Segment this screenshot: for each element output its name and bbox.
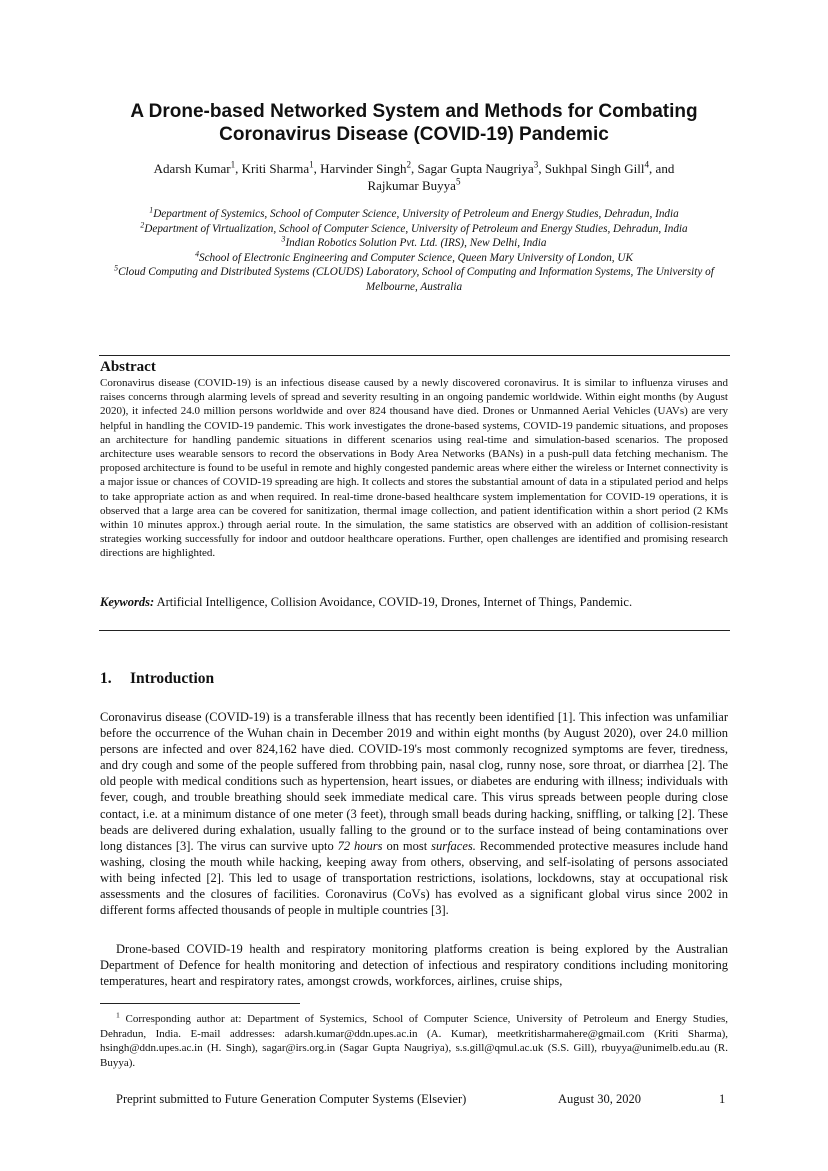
section-heading (100, 669, 214, 688)
abstract-heading: Abstract (100, 359, 156, 375)
affiliation: $^5$Cloud Computing and Distributed Systems (CLOUDS) Laboratory, School of Computing and Information Systems, The University of Melbourne, Australia (114, 263, 714, 293)
paragraph: Drone-based COVID-19 health and respiratory monitoring platforms creation is being explored by the Australian Department of Defence for health monitoring and detection of infectious and respiratory conditions including monitoring temperatures, heart and respiratory rates, amongst crowds, workforces, airlines, cruise ships, (100, 942, 728, 989)
keywords-label: Keywords: (100, 595, 155, 609)
abstract-bottom-rule (99, 630, 730, 631)
author: Sukhpal Singh Gill$^4$, and (544, 159, 675, 176)
affiliation-list (100, 207, 728, 295)
section-title: Introduction (130, 670, 215, 687)
footnote-text: Corresponding author at: Department of Systemics, School of Computer Science, University of Petroleum and Energy Studies, Dehradun, India. E-mail addresses: adarsh.kumar@ddn.upes.ac.in (A. Kumar), meetkritisharmahere@gmail.com (Kriti Sharma), hsingh@ddn.upes.ac.in (H. Singh), sagar@irs.org.in (Sagar Gupta Naugriya), s.s.gill@qmul.ac.uk (S.S. Gill), rbuyya@unimelb.edu.au (R. Buyya). (100, 1013, 728, 1069)
affiliation: $^2$Department of Virtualization, School of Computer Science, University of Petroleum and Energy Studies, Dehradun, India (140, 219, 688, 235)
author: Kriti Sharma$^1$, (241, 159, 321, 176)
section-number: 1. (100, 670, 112, 687)
page-number: 1 (719, 1092, 726, 1106)
author: Adarsh Kumar$^1$, (153, 159, 242, 176)
author: Sagar Gupta Naugriya$^3$, (417, 159, 545, 176)
keywords-text: Artificial Intelligence, Collision Avoidance, COVID-19, Drones, Internet of Things, Pandemic. (154, 595, 633, 609)
author-list (100, 160, 728, 194)
author: Harvinder Singh$^2$, (320, 159, 418, 176)
affiliation: $^1$Department of Systemics, School of Computer Science, University of Petroleum and Energy Studies, Dehradun, India (149, 205, 679, 220)
author: Rajkumar Buyya$^5$ (367, 176, 461, 193)
abstract-top-rule (99, 355, 730, 356)
abstract-text: Coronavirus disease (COVID-19) is an infectious disease caused by a newly discovered coronavirus. It is similar to influenza viruses and raises concerns through alarming levels of spread and severity resulting in an ongoing pandemic worldwide. Within eight months (by August 2020), it infected 24.0 million persons worldwide and over 824 thousand have died. Drones or Unmanned Aerial Vehicles (UAVs) are very helpful in handling the COVID-19 pandemic. This work investigates the drone-based systems, COVID-19 pandemic situations, and proposes an architecture for handling pandemic situations in different scenarios using real-time and simulation-based scenarios. The proposed architecture uses wearable sensors to record the observations in Body Area Networks (BANs) in a push-pull data fetching mechanism. The proposed architecture is found to be useful in remote and highly congested pandemic areas where either the wireless or Internet connectivity is a major issue or chances of COVID-19 spreading are high. It collects and stores the substantial amount of data in a stipulated period and helps to take appropriate action as and when required. In real-time drone-based healthcare system implementation for COVID-19 operations, it is observed that a large area can be covered for sanitization, thermal image collection, and patient identification within a short period (2 KMs within 10 minutes approx.) through aerial route. In the simulation, the same statistics are observed with an addition of collision-resistant strategies working successfully for indoor and outdoor healthcare operations. Further, open challenges are identified and promising research directions are highlighted. (100, 377, 728, 560)
keywords (100, 594, 728, 610)
footer-date: August 30, 2020 (558, 1092, 641, 1106)
paper-title: A Drone-based Networked System and Methods for Combating Coronavirus Disease (COVID-19) Pandemic (130, 101, 698, 145)
footnote-rule (100, 1003, 300, 1004)
footnote (100, 1012, 728, 1070)
paragraph: Coronavirus disease (COVID-19) is a transferable illness that has recently been identified [1]. This infection was unfamiliar before the occurrence of the Wuhan chain in December 2019 and within eight months (by August 2020), over 24.0 million persons are infected and over 824,162 have died. COVID-19's most commonly recognized symptoms are fever, tiredness, and dry cough and some of the people suffered from throbbing pain, nasal clog, runny nose, sore throat, or diarrhea [2]. The old people with medical conditions such as hypertension, heart issues, or diabetes are enduring with illness; individuals with fever, cough, and trouble breathing should seek immediate medical care. This virus spreads between people during close contact, i.e. at a minimum distance of one meter (3 feet), through small beads during hacking, sniffling, or talking [2]. These beads are delivered during exhalation, usually falling to the ground or to the surface instead of being contaminations over long distances [3]. The virus can survive upto 72 hours on most surfaces. Recommended protective measures include hand washing, closing the mouth while hacking, keeping away from others, observing, and self-isolating of persons associated with being infected [2]. This led to usage of transportation restrictions, isolations, lockdowns, stay at occupational risk assessments and the closures of facilities. Coronavirus (CoVs) has evolved as a significant global virus since 2002 in different forms affected thousands of people in multiple countries [3]. (100, 710, 729, 918)
affiliation: $^3$Indian Robotics Solution Pvt. Ltd. (IRS), New Delhi, India (281, 234, 547, 250)
affiliation: $^4$School of Electronic Engineering and Computer Science, Queen Mary University of London, UK (195, 249, 633, 264)
footer-journal: Preprint submitted to Future Generation Computer Systems (Elsevier) (116, 1092, 467, 1106)
footnote-mark: 1 (116, 1010, 120, 1020)
